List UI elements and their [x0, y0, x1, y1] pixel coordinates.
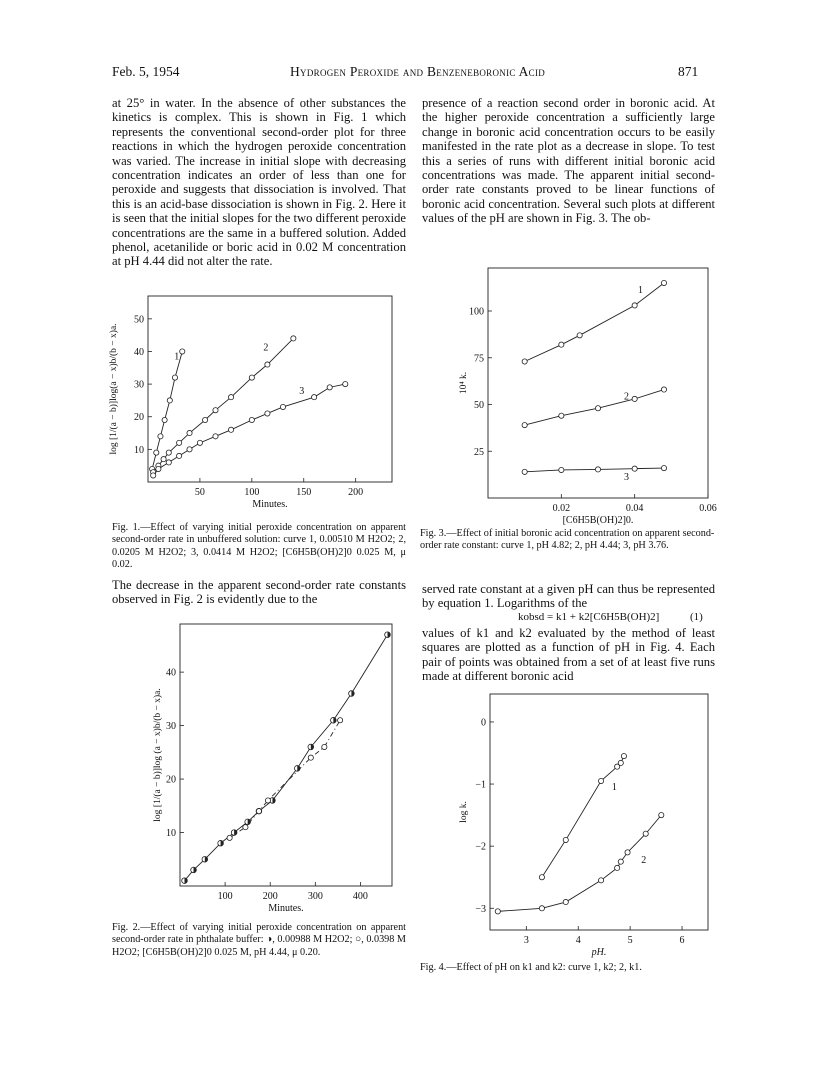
- fig1-point: [158, 434, 163, 439]
- fig3-series-1-line: [525, 283, 664, 362]
- fig2-frame: [180, 624, 392, 886]
- fig3-y-tick-label: 100: [469, 306, 484, 318]
- fig1-y-tick-label: 20: [134, 412, 144, 424]
- fig1-x-tick-label: 200: [348, 487, 364, 498]
- running-header-date: Feb. 5, 1954: [112, 64, 180, 79]
- fig1-point: [249, 375, 254, 380]
- fig1-point: [151, 473, 156, 478]
- fig1-point: [265, 362, 270, 367]
- fig4-point: [615, 865, 620, 870]
- figure-3: [458, 264, 717, 526]
- fig2-point: [338, 718, 343, 723]
- fig3-x-tick-label: 0.02: [552, 503, 571, 514]
- fig1-point: [187, 447, 192, 452]
- fig3-point: [632, 303, 637, 308]
- fig1-point: [187, 430, 192, 435]
- fig4-y-axis-label: log k.: [459, 801, 469, 823]
- fig1-point: [167, 398, 172, 403]
- fig1-point: [156, 466, 161, 471]
- fig2-y-tick-label: 30: [166, 721, 176, 733]
- fig1-x-axis-label: Minutes.: [252, 499, 288, 510]
- fig3-y-tick-label: 75: [474, 353, 484, 365]
- fig3-y-tick-label: 25: [474, 446, 484, 458]
- fig4-y-tick-label: −3: [475, 903, 486, 915]
- fig1-point: [249, 417, 254, 422]
- fig3-point: [661, 280, 666, 285]
- fig4-x-tick-label: 5: [627, 935, 633, 946]
- fig2-x-tick-label: 100: [217, 891, 233, 902]
- fig4-y-tick-label: 0: [481, 717, 486, 729]
- fig4-point: [539, 875, 544, 880]
- fig4-series-label: 2: [641, 855, 647, 867]
- left-paragraph-2: The decrease in the apparent second-order rate constants observed in Fig. 2 is evidently due to the: [112, 578, 406, 607]
- fig4-y-tick-label: −2: [475, 841, 486, 853]
- page-number: 871: [678, 64, 699, 79]
- fig3-y-axis-label: 10⁴ k.: [459, 371, 469, 395]
- fig2-x-tick-label: 200: [262, 891, 278, 902]
- equation-1-number: (1): [690, 611, 703, 623]
- fig1-point: [197, 440, 202, 445]
- fig1-point: [312, 395, 317, 400]
- running-header-title: Hydrogen Peroxide and Benzeneboronic Acid: [290, 64, 546, 79]
- fig3-point: [632, 396, 637, 401]
- fig1-point: [172, 375, 177, 380]
- fig3-x-axis-label: [C6H5B(OH)2]0.: [562, 515, 634, 526]
- fig4-point: [539, 906, 544, 911]
- fig2-x-tick-label: 400: [352, 891, 368, 902]
- fig2-point: [243, 825, 248, 830]
- left-paragraph-1: at 25° in water. In the absence of other substances the kinetics is complex. This is shown in Fig. 1 which represents the conventional second-order plot for three reactions in which the hydrogen peroxide concentration was varied. The increase in initial slope with decreasing concentration indicates an order of less than one for peroxide and suggests that dissociation is involved. That this is an acid-base dissociation is shown in Fig. 2. Here it is seen that the initial slopes for the two different peroxide concentrations are the same in a buffered solution. Added phenol, acetanilide or boric acid in 0.02 M concentration at pH 4.44 did not alter the rate.: [112, 96, 406, 269]
- right-paragraph-1: presence of a reaction second order in boronic acid. At the higher peroxide concentration a sufficiently large change in boronic acid concentration occurs to be easily manifested in the rate plot as a decrease in slope. To test this a series of runs with different initial boronic acid concentrations was made. The apparent initial second-order rate constants proved to be linear functions of boronic acid concentration. Several such plots at different values of the pH are shown in Fig. 3. The ob-: [422, 96, 715, 226]
- fig2-point: [265, 798, 270, 803]
- figure-1: [100, 292, 406, 522]
- figure-1-caption: Fig. 1.—Effect of varying initial peroxide concentration on apparent second-order rate in unbuffered solution: curve 1, 0.00510 M H2O2; 2, 0.0205 M H2O2; 3, 0.0414 M H2O2; [C6H5B(OH)2]0 0.025 M, μ 0.02.: [112, 522, 406, 571]
- fig2-x-axis-label: Minutes.: [268, 903, 304, 914]
- fig2-y-axis-label: log [1/(a − b)]log (a − x)b/(b − x)a.: [153, 688, 163, 822]
- fig1-series-label: 2: [263, 342, 269, 354]
- fig3-point: [522, 359, 527, 364]
- fig1-point: [154, 450, 159, 455]
- fig1-point: [161, 457, 166, 462]
- fig1-point: [265, 411, 270, 416]
- fig3-series-label: 1: [638, 284, 643, 296]
- fig4-point: [659, 813, 664, 818]
- figure-3-caption: Fig. 3.—Effect of initial boronic acid concentration on apparent second-order rate constant: curve 1, pH 4.82; 2, pH 4.44; 3, pH 3.76.: [420, 528, 715, 552]
- fig3-x-tick-label: 0.06: [699, 503, 717, 514]
- fig3-series-2-line: [525, 390, 664, 426]
- fig3-x-tick-label: 0.04: [625, 503, 644, 514]
- fig1-point: [177, 440, 182, 445]
- fig4-frame: [490, 694, 708, 930]
- fig1-point: [166, 450, 171, 455]
- fig3-point: [559, 342, 564, 347]
- fig4-point: [598, 878, 603, 883]
- fig4-point: [625, 850, 630, 855]
- fig4-x-tick-label: 3: [523, 935, 529, 946]
- fig3-point: [559, 467, 564, 472]
- fig3-point: [595, 467, 600, 472]
- fig4-point: [598, 778, 603, 783]
- fig1-y-tick-label: 50: [134, 314, 144, 326]
- fig1-point: [228, 427, 233, 432]
- fig3-point: [661, 387, 666, 392]
- fig2-point: [256, 809, 261, 814]
- fig1-x-tick-label: 50: [194, 487, 205, 498]
- fig1-point: [177, 453, 182, 458]
- fig4-point: [618, 760, 623, 765]
- fig1-point: [166, 460, 171, 465]
- fig4-series-label: 1: [611, 782, 617, 794]
- fig2-point: [227, 835, 232, 840]
- right-paragraph-3: values of k1 and k2 evaluated by the method of least squares are plotted as a function of pH in Fig. 4. Each pair of points was obtained from a set of at least five runs made at different boronic acid: [422, 626, 715, 684]
- fig1-point: [162, 417, 167, 422]
- fig3-point: [577, 333, 582, 338]
- fig3-point: [595, 406, 600, 411]
- fig4-x-tick-label: 6: [679, 935, 685, 946]
- fig2-y-tick-label: 20: [166, 774, 176, 786]
- fig1-x-tick-label: 100: [244, 487, 260, 498]
- fig1-point: [180, 349, 185, 354]
- fig1-y-tick-label: 10: [134, 444, 144, 456]
- fig1-y-tick-label: 40: [134, 346, 144, 358]
- right-paragraph-2: served rate constant at a given pH can thus be represented by equation 1. Logarithms of the: [422, 582, 715, 611]
- fig3-point: [661, 465, 666, 470]
- fig2-y-tick-label: 40: [166, 667, 176, 679]
- fig1-y-axis-label: log [1/(a − b)]log(a − x)b/(b − x)a.: [109, 323, 119, 455]
- fig4-point: [621, 754, 626, 759]
- fig1-point: [327, 385, 332, 390]
- fig1-point: [213, 434, 218, 439]
- fig2-point: [322, 744, 327, 749]
- fig1-point: [213, 408, 218, 413]
- fig1-point: [280, 404, 285, 409]
- fig4-point: [563, 899, 568, 904]
- fig4-series-1-line: [542, 756, 624, 877]
- fig3-point: [522, 422, 527, 427]
- fig1-point: [291, 336, 296, 341]
- fig3-frame: [488, 268, 708, 498]
- fig1-point: [228, 395, 233, 400]
- fig4-point: [643, 831, 648, 836]
- fig2-point: [308, 755, 313, 760]
- fig2-x-tick-label: 300: [307, 891, 323, 902]
- fig3-series-label: 2: [624, 391, 629, 403]
- fig4-x-axis-label: pH.: [591, 947, 607, 958]
- fig4-series-2-line: [498, 815, 662, 911]
- figure-4: [456, 690, 716, 960]
- fig2-series-1-line: [185, 635, 388, 881]
- fig1-y-tick-label: 30: [134, 379, 144, 391]
- fig3-series-3-line: [525, 468, 664, 472]
- fig2-y-tick-label: 10: [166, 828, 176, 840]
- figure-2: [150, 618, 406, 918]
- fig1-x-tick-label: 150: [296, 487, 312, 498]
- fig1-series-label: 1: [174, 351, 180, 363]
- fig3-y-tick-label: 50: [474, 400, 484, 412]
- fig1-point: [203, 417, 208, 422]
- fig4-point: [495, 909, 500, 914]
- fig3-point: [559, 413, 564, 418]
- fig4-y-tick-label: −1: [475, 779, 486, 791]
- fig3-point: [522, 469, 527, 474]
- fig1-point: [343, 382, 348, 387]
- fig1-series-label: 3: [299, 386, 305, 398]
- figure-2-caption: Fig. 2.—Effect of varying initial peroxide concentration on apparent second-order rate in phthalate buffer: ◑, 0.00988 M H2O2; ○, 0.0398 M H2O2; [C6H5B(OH)2]0 0.025 M, pH 4.44, μ 0.20.: [112, 922, 406, 958]
- fig4-point: [618, 859, 623, 864]
- fig4-point: [563, 837, 568, 842]
- fig4-x-tick-label: 4: [575, 935, 581, 946]
- equation-1: kobsd = k1 + k2[C6H5B(OH)2]: [518, 611, 660, 623]
- fig1-frame: [148, 296, 392, 482]
- fig3-series-label: 3: [624, 472, 629, 484]
- fig3-point: [632, 466, 637, 471]
- figure-4-caption: Fig. 4.—Effect of pH on k1 and k2: curve 1, k2; 2, k1.: [420, 962, 642, 973]
